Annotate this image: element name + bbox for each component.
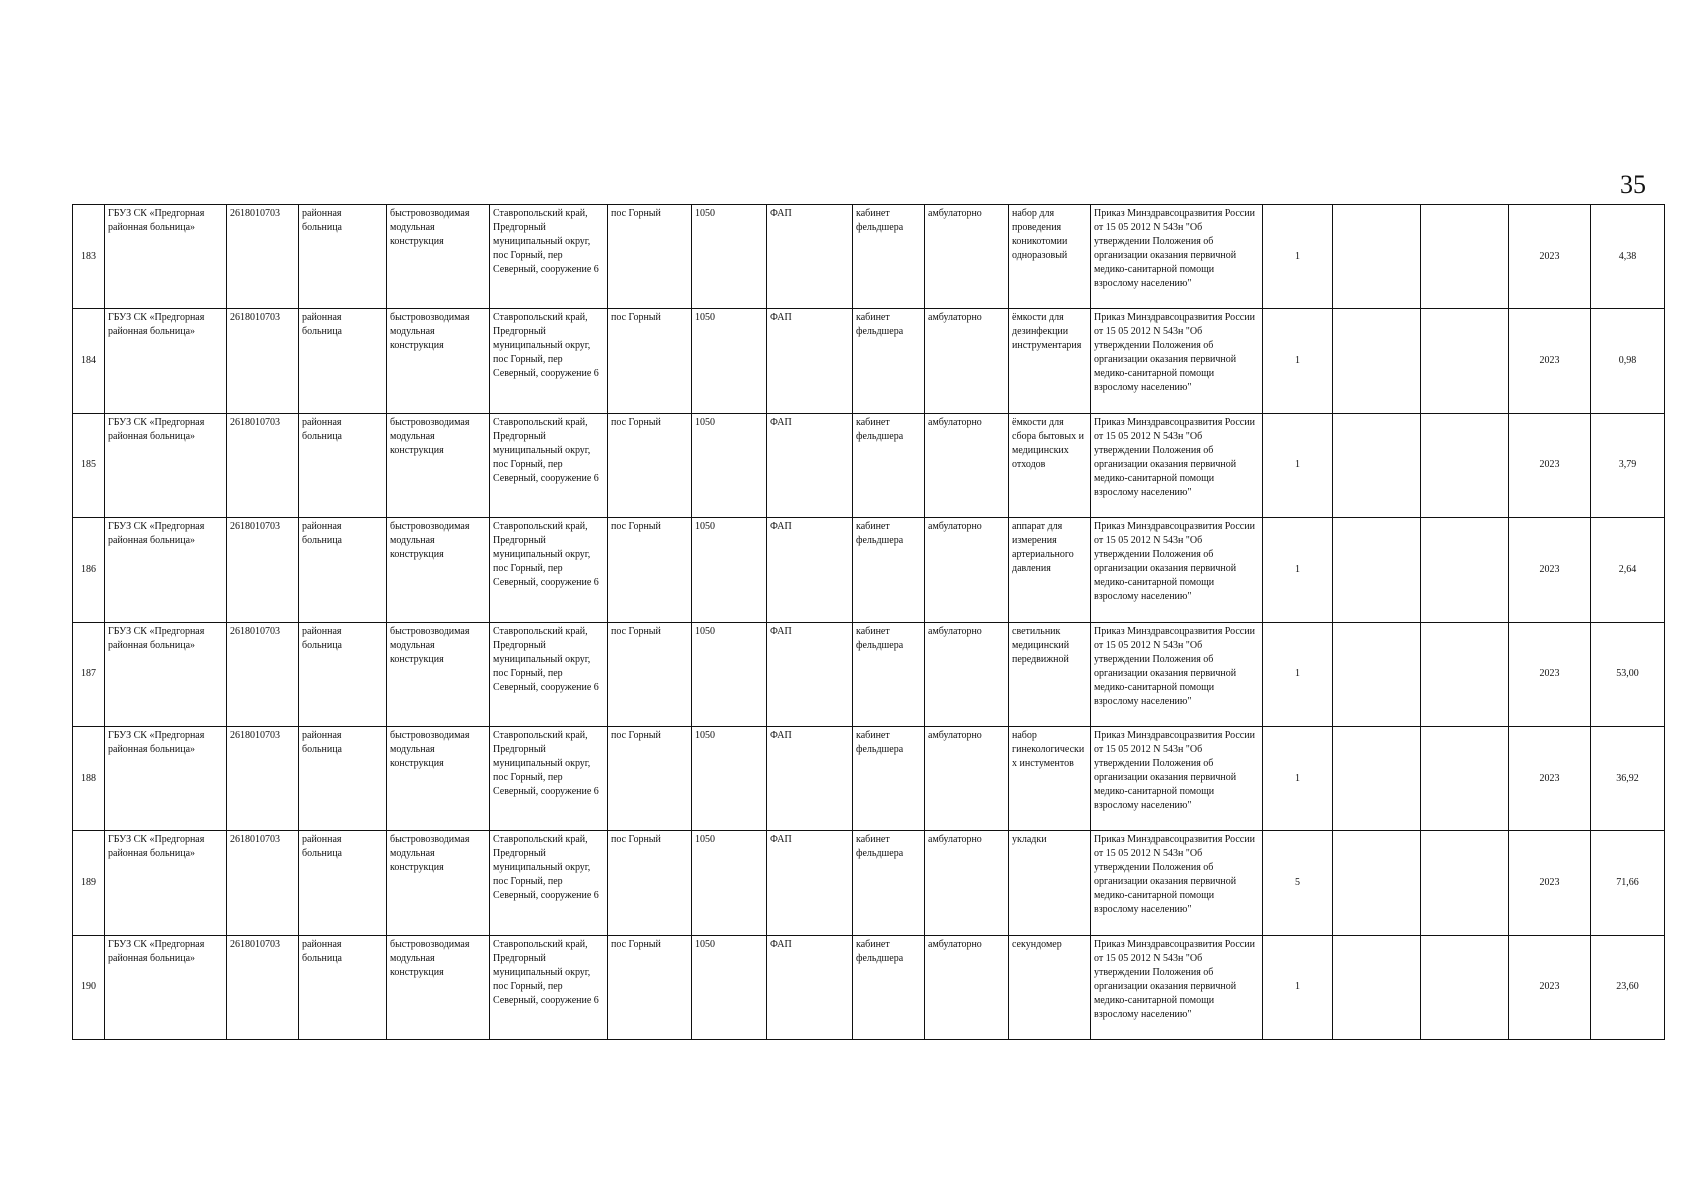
table-row [73,831,1665,935]
institution-type-cell: районная больница [299,518,387,622]
organization-cell: ГБУЗ СК «Предгорная районная больница» [105,205,227,309]
facility-cell: ФАП [767,518,853,622]
row-number-cell: 186 [73,518,105,622]
empty-cell [1421,518,1509,622]
year-cell: 2023 [1509,518,1591,622]
equipment-cell: ёмкости для дезинфекции инструментария [1009,309,1091,413]
building-type-cell: быстровозводимая модульная конструкция [387,413,490,517]
room-cell: кабинет фельдшера [853,622,925,726]
cost-cell: 2,64 [1591,518,1665,622]
quantity-cell: 1 [1263,935,1333,1039]
population-cell: 1050 [692,518,767,622]
cost-cell: 4,38 [1591,205,1665,309]
legal-basis-cell: Приказ Минздравсоцразвития России от 15 05 2012 N 543н "Об утверждении Положения об организации оказания первичной медико-санитарной помощи взрослому населению" [1091,205,1263,309]
equipment-cell: аппарат для измерения артериального давления [1009,518,1091,622]
empty-cell [1333,205,1421,309]
code-cell: 2618010703 [227,935,299,1039]
year-cell: 2023 [1509,413,1591,517]
page-number: 35 [1620,170,1646,199]
cost-cell: 71,66 [1591,831,1665,935]
settlement-cell: пос Горный [608,726,692,830]
organization-cell: ГБУЗ СК «Предгорная районная больница» [105,309,227,413]
building-type-cell: быстровозводимая модульная конструкция [387,935,490,1039]
table-row [73,935,1665,1039]
empty-cell [1333,622,1421,726]
cost-cell: 23,60 [1591,935,1665,1039]
settlement-cell: пос Горный [608,413,692,517]
organization-cell: ГБУЗ СК «Предгорная районная больница» [105,935,227,1039]
facility-cell: ФАП [767,205,853,309]
year-cell: 2023 [1509,309,1591,413]
care-mode-cell: амбулаторно [925,935,1009,1039]
legal-basis-cell: Приказ Минздравсоцразвития России от 15 05 2012 N 543н "Об утверждении Положения об организации оказания первичной медико-санитарной помощи взрослому населению" [1091,309,1263,413]
organization-cell: ГБУЗ СК «Предгорная районная больница» [105,518,227,622]
organization-cell: ГБУЗ СК «Предгорная районная больница» [105,726,227,830]
empty-cell [1421,831,1509,935]
facility-cell: ФАП [767,726,853,830]
code-cell: 2618010703 [227,518,299,622]
institution-type-cell: районная больница [299,726,387,830]
equipment-cell: секундомер [1009,935,1091,1039]
settlement-cell: пос Горный [608,935,692,1039]
organization-cell: ГБУЗ СК «Предгорная районная больница» [105,622,227,726]
room-cell: кабинет фельдшера [853,935,925,1039]
table-row [73,622,1665,726]
institution-type-cell: районная больница [299,935,387,1039]
empty-cell [1421,205,1509,309]
row-number-cell: 187 [73,622,105,726]
care-mode-cell: амбулаторно [925,518,1009,622]
institution-type-cell: районная больница [299,205,387,309]
settlement-cell: пос Горный [608,205,692,309]
empty-cell [1421,309,1509,413]
institution-type-cell: районная больница [299,309,387,413]
settlement-cell: пос Горный [608,831,692,935]
empty-cell [1333,831,1421,935]
quantity-cell: 1 [1263,518,1333,622]
legal-basis-cell: Приказ Минздравсоцразвития России от 15 05 2012 N 543н "Об утверждении Положения об организации оказания первичной медико-санитарной помощи взрослому населению" [1091,413,1263,517]
room-cell: кабинет фельдшера [853,309,925,413]
institution-type-cell: районная больница [299,413,387,517]
code-cell: 2618010703 [227,309,299,413]
table-row [73,413,1665,517]
settlement-cell: пос Горный [608,309,692,413]
building-type-cell: быстровозводимая модульная конструкция [387,831,490,935]
year-cell: 2023 [1509,622,1591,726]
facility-cell: ФАП [767,831,853,935]
room-cell: кабинет фельдшера [853,413,925,517]
code-cell: 2618010703 [227,831,299,935]
legal-basis-cell: Приказ Минздравсоцразвития России от 15 05 2012 N 543н "Об утверждении Положения об организации оказания первичной медико-санитарной помощи взрослому населению" [1091,622,1263,726]
empty-cell [1333,309,1421,413]
empty-cell [1421,726,1509,830]
table-body [73,205,1665,1040]
row-number-cell: 189 [73,831,105,935]
empty-cell [1421,622,1509,726]
address-cell: Ставропольский край, Предгорный муниципальный округ, пос Горный, пер Северный, сооружение 6 [490,622,608,726]
care-mode-cell: амбулаторно [925,726,1009,830]
empty-cell [1421,935,1509,1039]
empty-cell [1333,413,1421,517]
code-cell: 2618010703 [227,622,299,726]
table-row [73,205,1665,309]
population-cell: 1050 [692,935,767,1039]
care-mode-cell: амбулаторно [925,309,1009,413]
address-cell: Ставропольский край, Предгорный муниципальный округ, пос Горный, пер Северный, сооружение 6 [490,726,608,830]
facility-cell: ФАП [767,622,853,726]
population-cell: 1050 [692,726,767,830]
code-cell: 2618010703 [227,413,299,517]
table-row [73,309,1665,413]
population-cell: 1050 [692,622,767,726]
institution-type-cell: районная больница [299,622,387,726]
population-cell: 1050 [692,205,767,309]
cost-cell: 3,79 [1591,413,1665,517]
settlement-cell: пос Горный [608,622,692,726]
facility-cell: ФАП [767,309,853,413]
equipment-cell: укладки [1009,831,1091,935]
address-cell: Ставропольский край, Предгорный муниципальный округ, пос Горный, пер Северный, сооружение 6 [490,309,608,413]
row-number-cell: 185 [73,413,105,517]
quantity-cell: 5 [1263,831,1333,935]
code-cell: 2618010703 [227,726,299,830]
building-type-cell: быстровозводимая модульная конструкция [387,726,490,830]
care-mode-cell: амбулаторно [925,622,1009,726]
settlement-cell: пос Горный [608,518,692,622]
quantity-cell: 1 [1263,413,1333,517]
cost-cell: 36,92 [1591,726,1665,830]
year-cell: 2023 [1509,726,1591,830]
empty-cell [1421,413,1509,517]
care-mode-cell: амбулаторно [925,831,1009,935]
quantity-cell: 1 [1263,309,1333,413]
care-mode-cell: амбулаторно [925,413,1009,517]
organization-cell: ГБУЗ СК «Предгорная районная больница» [105,831,227,935]
empty-cell [1333,935,1421,1039]
equipment-cell: светильник медицинский передвижной [1009,622,1091,726]
room-cell: кабинет фельдшера [853,205,925,309]
empty-cell [1333,726,1421,830]
equipment-cell: ёмкости для сбора бытовых и медицинских отходов [1009,413,1091,517]
year-cell: 2023 [1509,831,1591,935]
address-cell: Ставропольский край, Предгорный муниципальный округ, пос Горный, пер Северный, сооружение 6 [490,413,608,517]
row-number-cell: 184 [73,309,105,413]
cost-cell: 0,98 [1591,309,1665,413]
quantity-cell: 1 [1263,622,1333,726]
row-number-cell: 190 [73,935,105,1039]
institution-type-cell: районная больница [299,831,387,935]
year-cell: 2023 [1509,205,1591,309]
address-cell: Ставропольский край, Предгорный муниципальный округ, пос Горный, пер Северный, сооружение 6 [490,935,608,1039]
table-row [73,518,1665,622]
population-cell: 1050 [692,831,767,935]
building-type-cell: быстровозводимая модульная конструкция [387,309,490,413]
building-type-cell: быстровозводимая модульная конструкция [387,622,490,726]
legal-basis-cell: Приказ Минздравсоцразвития России от 15 05 2012 N 543н "Об утверждении Положения об организации оказания первичной медико-санитарной помощи взрослому населению" [1091,935,1263,1039]
equipment-cell: набор гинекологических инстументов [1009,726,1091,830]
room-cell: кабинет фельдшера [853,518,925,622]
equipment-table [72,204,1665,1040]
quantity-cell: 1 [1263,205,1333,309]
address-cell: Ставропольский край, Предгорный муниципальный округ, пос Горный, пер Северный, сооружение 6 [490,205,608,309]
quantity-cell: 1 [1263,726,1333,830]
room-cell: кабинет фельдшера [853,726,925,830]
population-cell: 1050 [692,413,767,517]
building-type-cell: быстровозводимая модульная конструкция [387,205,490,309]
care-mode-cell: амбулаторно [925,205,1009,309]
legal-basis-cell: Приказ Минздравсоцразвития России от 15 05 2012 N 543н "Об утверждении Положения об организации оказания первичной медико-санитарной помощи взрослому населению" [1091,518,1263,622]
row-number-cell: 183 [73,205,105,309]
empty-cell [1333,518,1421,622]
building-type-cell: быстровозводимая модульная конструкция [387,518,490,622]
organization-cell: ГБУЗ СК «Предгорная районная больница» [105,413,227,517]
cost-cell: 53,00 [1591,622,1665,726]
legal-basis-cell: Приказ Минздравсоцразвития России от 15 05 2012 N 543н "Об утверждении Положения об организации оказания первичной медико-санитарной помощи взрослому населению" [1091,831,1263,935]
room-cell: кабинет фельдшера [853,831,925,935]
equipment-cell: набор для проведения коникотомии одноразовый [1009,205,1091,309]
population-cell: 1050 [692,309,767,413]
year-cell: 2023 [1509,935,1591,1039]
address-cell: Ставропольский край, Предгорный муниципальный округ, пос Горный, пер Северный, сооружение 6 [490,831,608,935]
code-cell: 2618010703 [227,205,299,309]
legal-basis-cell: Приказ Минздравсоцразвития России от 15 05 2012 N 543н "Об утверждении Положения об организации оказания первичной медико-санитарной помощи взрослому населению" [1091,726,1263,830]
facility-cell: ФАП [767,413,853,517]
row-number-cell: 188 [73,726,105,830]
facility-cell: ФАП [767,935,853,1039]
address-cell: Ставропольский край, Предгорный муниципальный округ, пос Горный, пер Северный, сооружение 6 [490,518,608,622]
table-row [73,726,1665,830]
